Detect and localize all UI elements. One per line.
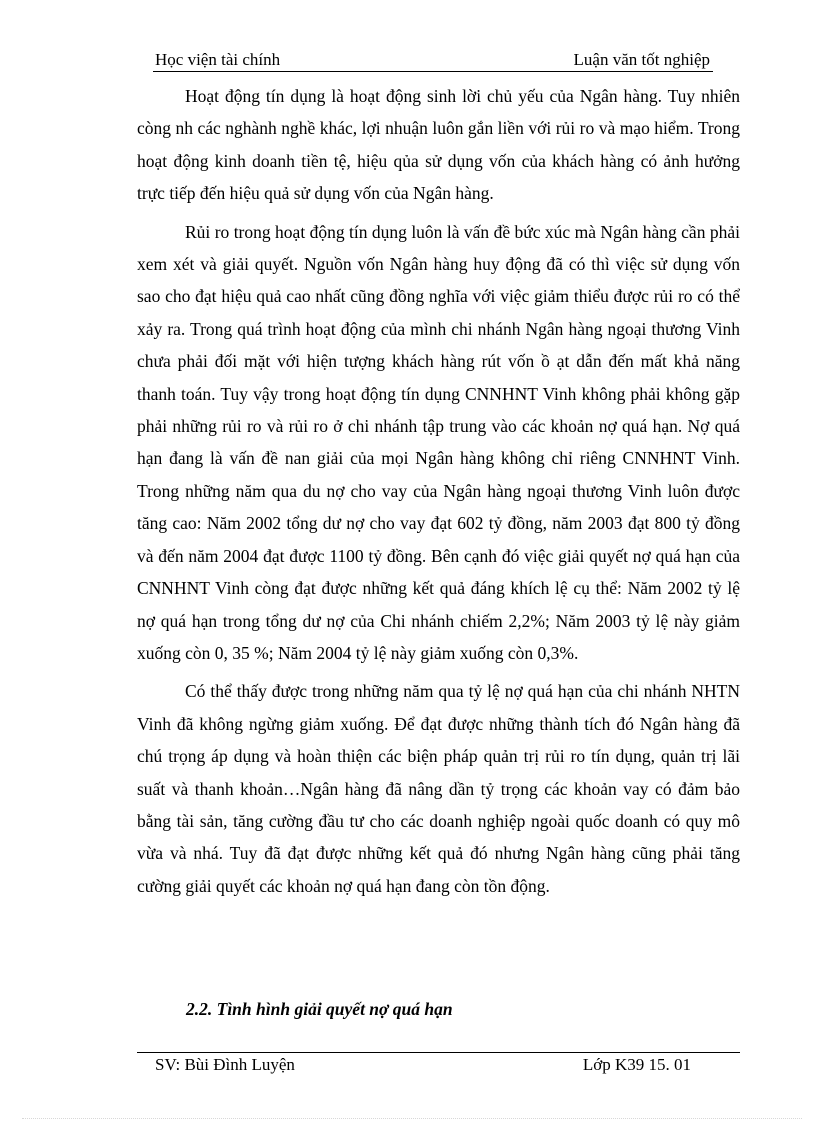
page-footer <box>155 1054 691 1076</box>
paragraph-2: Rủi ro trong hoạt động tín dụng luôn là vấn đề bức xúc mà Ngân hàng cần phải xem xét và giải quyết. Nguồn vốn Ngân hàng huy động đã có thì việc sử dụng vốn sao cho đạt hiệu quả cao nhất cũng đồng nghĩa với việc giảm thiểu được rủi ro có thể xảy ra. Trong quá trình hoạt động của mình chi nhánh Ngân hàng ngoại thương Vinh chưa phải đối mặt với hiện tượng khách hàng rút vốn ồ ạt dẫn đến mất khả năng thanh toán. Tuy vậy trong hoạt động tín dụng CNNHNT Vinh không phải không gặp phải những rủi ro và rủi ro ở chi nhánh tập trung vào các khoản nợ quá hạn. Nợ quá hạn đang là vấn đề nan giải của mọi Ngân hàng không chỉ riêng CNNHNT Vinh. Trong những năm qua du nợ cho vay của Ngân hàng ngoại thương Vinh luôn được tăng cao: Năm 2002 tổng dư nợ cho vay đạt 602 tỷ đồng, năm 2003 đạt 800 tỷ đồng và đến năm 2004 đạt được 1100 tỷ đồng. Bên cạnh đó việc giải quyết nợ quá hạn của CNNHNT Vinh còng đạt được những kết quả đáng khích lệ cụ thể: Năm 2002 tỷ lệ nợ quá hạn trong tổng dư nợ của Chi nhánh chiếm 2,2%; Năm 2003 tỷ lệ này giảm xuống còn 0, 35 %; Năm 2004 tỷ lệ này giảm xuống còn 0,3%. <box>137 221 740 663</box>
paragraph-1: Hoạt động tín dụng là hoạt động sinh lời chủ yếu của Ngân hàng. Tuy nhiên còng nh các nghành nghề khác, lợi nhuận luôn gắn liền với rủi ro và mạo hiểm. Trong hoạt động kinh doanh tiền tệ, hiệu qủa sử dụng vốn của khách hàng có ảnh hưởng trực tiếp đến hiệu quả sử dụng vốn của Ngân hàng. <box>137 86 740 204</box>
footer-class: Lớp K39 15. 01 <box>582 1055 691 1074</box>
page-header <box>155 49 710 71</box>
footer-student-name: SV: Bùi Đình Luyện <box>155 1055 295 1074</box>
page-bottom-edge <box>22 1118 802 1119</box>
header-institution: Học viện tài chính <box>155 50 281 69</box>
section-heading: 2.2. Tình hình giải quyết nợ quá hạn <box>186 999 453 1019</box>
header-document-type: Luận văn tốt nghiệp <box>573 50 710 69</box>
body-text <box>137 80 740 902</box>
footer-divider <box>137 1052 740 1053</box>
header-divider <box>153 71 713 72</box>
paragraph-3: Có thể thấy được trong những năm qua tỷ lệ nợ quá hạn của chi nhánh NHTN Vinh đã không ngừng giảm xuống. Để đạt được những thành tích đó Ngân hàng đã chú trọng áp dụng và hoàn thiện các biện pháp quản trị rủi ro tín dụng, quản trị lãi suất và thanh khoản…Ngân hàng đã nâng dần tỷ trọng các khoản vay có đảm bảo bằng tài sản, tăng cường đầu tư cho các doanh nghiệp ngoài quốc doanh có quy mô vừa và nhá. Tuy đã đạt được những kết quả đó nhưng Ngân hàng cũng phải tăng cường giải quyết các khoản nợ quá hạn đang còn tồn động. <box>137 681 740 896</box>
